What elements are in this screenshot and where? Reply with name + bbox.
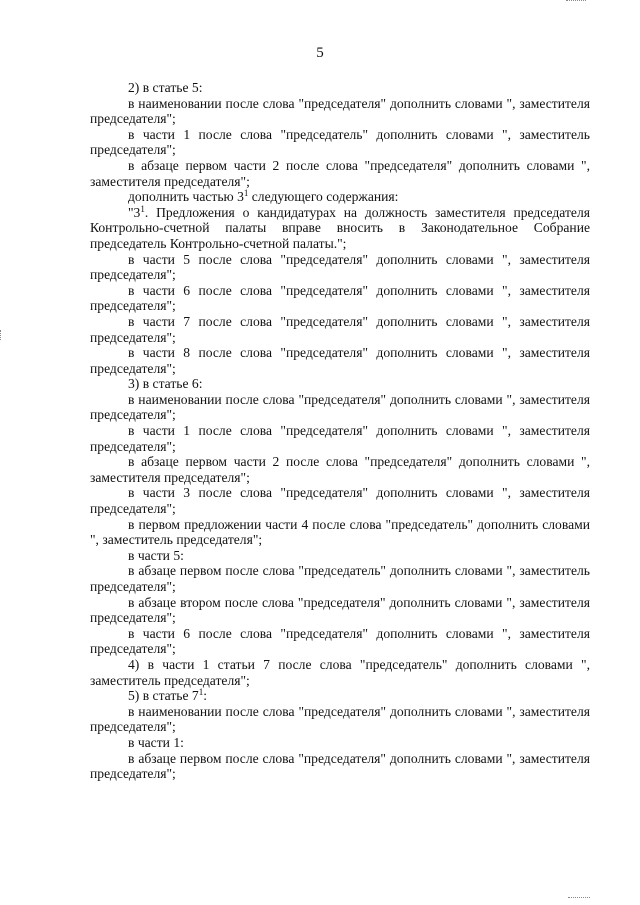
paragraph <box>90 485 590 516</box>
superscript-index: 1 <box>140 203 145 214</box>
paragraph <box>90 158 590 189</box>
paragraph <box>90 704 590 735</box>
document-body <box>90 80 590 782</box>
paragraph <box>90 626 590 657</box>
paragraph-text: в части 1 после слова "председатель" дополнить словами ", заместитель председателя"; <box>90 126 590 158</box>
paragraph <box>90 688 590 704</box>
paragraph <box>90 376 590 392</box>
paragraph-text: в части 1: <box>128 734 184 750</box>
paragraph-text: в абзаце первом части 2 после слова "председателя" дополнить словами ", заместителя председателя"; <box>90 157 590 189</box>
paragraph <box>90 454 590 485</box>
paragraph-text: в части 5 после слова "председателя" дополнить словами ", заместителя председателя"; <box>90 251 590 283</box>
paragraph <box>90 345 590 376</box>
paragraph-text: в части 1 после слова "председателя" дополнить словами ", заместителя председателя"; <box>90 423 590 454</box>
paragraph-text: в части 5: <box>128 547 184 563</box>
paragraph-text: в абзаце втором после слова "председателя" дополнить словами ", заместителя председателя"; <box>90 594 590 626</box>
paragraph <box>90 563 590 594</box>
paragraph <box>90 751 590 782</box>
paragraph-text: 5) в статье 7 <box>128 688 199 704</box>
paragraph-text: в части 8 после слова "председателя" дополнить словами ", заместителя председателя"; <box>90 345 590 376</box>
paragraph <box>90 205 590 252</box>
paragraph-text-tail: следующего содержания: <box>248 189 399 205</box>
paragraph-text: в наименовании после слова "председателя" дополнить словами ", заместителя председателя"; <box>90 391 590 423</box>
paragraph <box>90 392 590 423</box>
paragraph <box>90 127 590 158</box>
paragraph <box>90 735 590 751</box>
paragraph-text: 2) в статье 5: <box>128 80 203 95</box>
paragraph-text: в части 6 после слова "председателя" дополнить словами ", заместителя председателя"; <box>90 282 590 314</box>
scan-artifact <box>568 897 590 902</box>
paragraph <box>90 517 590 548</box>
paragraph <box>90 80 590 96</box>
paragraph <box>90 595 590 626</box>
paragraph-text: в абзаце первом после слова "председателя" дополнить словами ", заместителя председателя"; <box>90 750 590 782</box>
paragraph <box>90 548 590 564</box>
paragraph-text: 4) в части 1 статьи 7 после слова "председатель" дополнить словами ", заместитель председателя"; <box>90 656 590 688</box>
paragraph <box>90 96 590 127</box>
paragraph-text: в наименовании после слова "председателя" дополнить словами ", заместителя председателя"; <box>90 95 590 127</box>
paragraph <box>90 657 590 688</box>
paragraph-text: в абзаце первом части 2 после слова "председателя" дополнить словами ", заместителя председателя"; <box>90 454 590 485</box>
paragraph <box>90 314 590 345</box>
page-number: 5 <box>316 45 324 61</box>
scan-artifact <box>0 330 4 340</box>
paragraph <box>90 252 590 283</box>
paragraph-text: в первом предложении части 4 после слова "председатель" дополнить словами ", заместитель председателя"; <box>90 516 590 548</box>
paragraph-text: в абзаце первом после слова "председатель" дополнить словами ", заместитель председателя"; <box>90 563 590 594</box>
paragraph <box>90 283 590 314</box>
paragraph-text-tail: : <box>203 688 208 704</box>
paragraph-text: в наименовании после слова "председателя" дополнить словами ", заместителя председателя"; <box>90 703 590 735</box>
paragraph-text: 3) в статье 6: <box>128 376 203 392</box>
superscript-index: 1 <box>198 687 204 698</box>
scan-artifact <box>566 0 586 5</box>
paragraph-text: в части 7 после слова "председателя" дополнить словами ", заместителя председателя"; <box>90 313 590 345</box>
paragraph-text: в части 6 после слова "председателя" дополнить словами ", заместителя председателя"; <box>90 625 590 657</box>
superscript-index: 1 <box>243 188 249 199</box>
paragraph-text: "3 <box>128 204 141 220</box>
paragraph <box>90 189 590 205</box>
paragraph-text: дополнить частью 3 <box>128 189 244 205</box>
paragraph-text-tail: . Предложения о кандидатурах на должность заместителя председателя Контрольно-счетной палаты вправе вносить в Законодательное Собрание председатель Контрольно-счетной палаты."; <box>90 204 590 251</box>
paragraph <box>90 423 590 454</box>
paragraph-text: в части 3 после слова "председателя" дополнить словами ", заместителя председателя"; <box>90 485 590 517</box>
